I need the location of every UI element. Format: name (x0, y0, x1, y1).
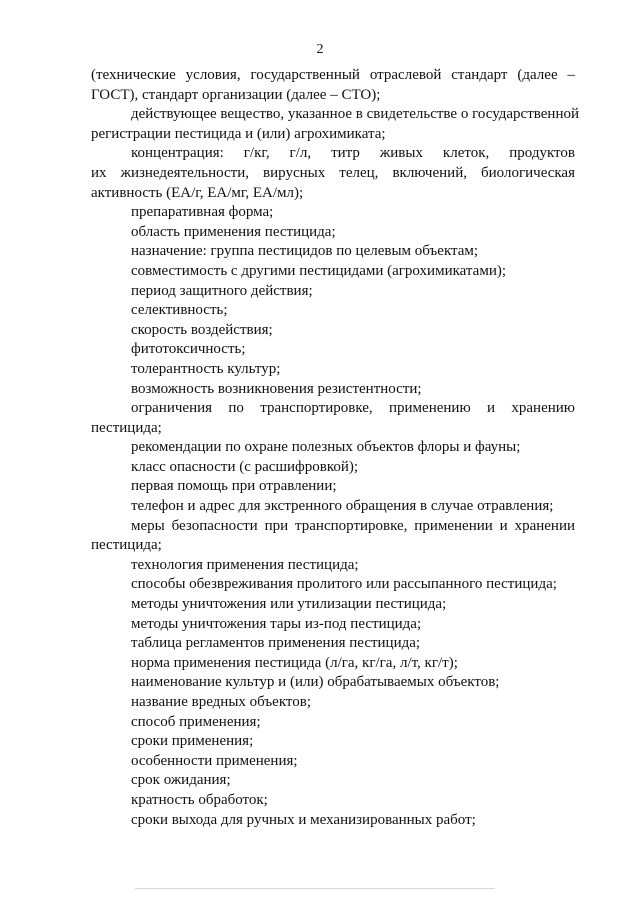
list-item: период защитного действия; (131, 282, 313, 299)
list-item: класс опасности (с расшифровкой); (131, 458, 359, 475)
list-item: совместимость с другими пестицидами (агрохимикатами); (131, 262, 507, 279)
list-item: сроки выхода для ручных и механизированных работ; (131, 811, 476, 828)
text-line: регистрации пестицида и (или) агрохимиката; (91, 125, 386, 142)
list-item: рекомендации по охране полезных объектов флоры и фауны; (131, 439, 521, 456)
text-line: активность (ЕА/г, ЕА/мг, ЕА/мл); (91, 184, 304, 201)
list-item: возможность возникновения резистентности; (131, 380, 422, 397)
list-item: особенности применения; (131, 752, 298, 769)
list-item: кратность обработок; (131, 791, 268, 808)
list-item: методы уничтожения тары из-под пестицида; (131, 615, 422, 632)
list-item: методы уничтожения или утилизации пестицида; (131, 596, 447, 613)
text-line: ГОСТ), стандарт организации (далее – СТО); (91, 86, 381, 103)
text-line: их жизнедеятельности, вирусных телец, включений, биологическая (91, 164, 575, 181)
list-item: таблица регламентов применения пестицида; (131, 635, 421, 652)
list-item: телефон и адрес для экстренного обращения в случае отравления; (131, 498, 554, 515)
list-item: норма применения пестицида (л/га, кг/га, л/т, кг/т); (131, 654, 458, 671)
list-item: толерантность культур; (131, 360, 281, 377)
text-line: концентрация: г/кг, г/л, титр живых клеток, продуктов (131, 145, 575, 162)
scan-edge-line (135, 888, 495, 889)
list-item: наименование культур и (или) обрабатываемых объектов; (131, 674, 500, 691)
text-line: действующее вещество, указанное в свидетельстве о государственной (131, 106, 579, 123)
list-item: назначение: группа пестицидов по целевым объектам; (131, 243, 479, 260)
text-line: пестицида; (91, 419, 162, 436)
page-number: 2 (316, 42, 324, 57)
list-item: селективность; (131, 302, 228, 319)
list-item: меры безопасности при транспортировке, применении и хранении (131, 517, 575, 534)
text-line: пестицида; (91, 537, 162, 554)
text-line: (технические условия, государственный отраслевой стандарт (далее – (91, 67, 575, 83)
list-item: технология применения пестицида; (131, 556, 359, 573)
list-item: препаративная форма; (131, 204, 274, 221)
list-item: фитотоксичность; (131, 341, 246, 358)
list-item: способы обезвреживания пролитого или рассыпанного пестицида; (131, 576, 557, 593)
list-item: название вредных объектов; (131, 694, 312, 710)
document-body (91, 66, 579, 830)
list-item: первая помощь при отравлении; (131, 478, 337, 495)
list-item: способ применения; (131, 713, 261, 730)
list-item: область применения пестицида; (131, 223, 336, 240)
list-item: скорость воздействия; (131, 321, 273, 338)
list-item: ограничения по транспортировке, применению и хранению (131, 400, 575, 417)
list-item: срок ожидания; (131, 772, 231, 789)
list-item: сроки применения; (131, 733, 254, 750)
